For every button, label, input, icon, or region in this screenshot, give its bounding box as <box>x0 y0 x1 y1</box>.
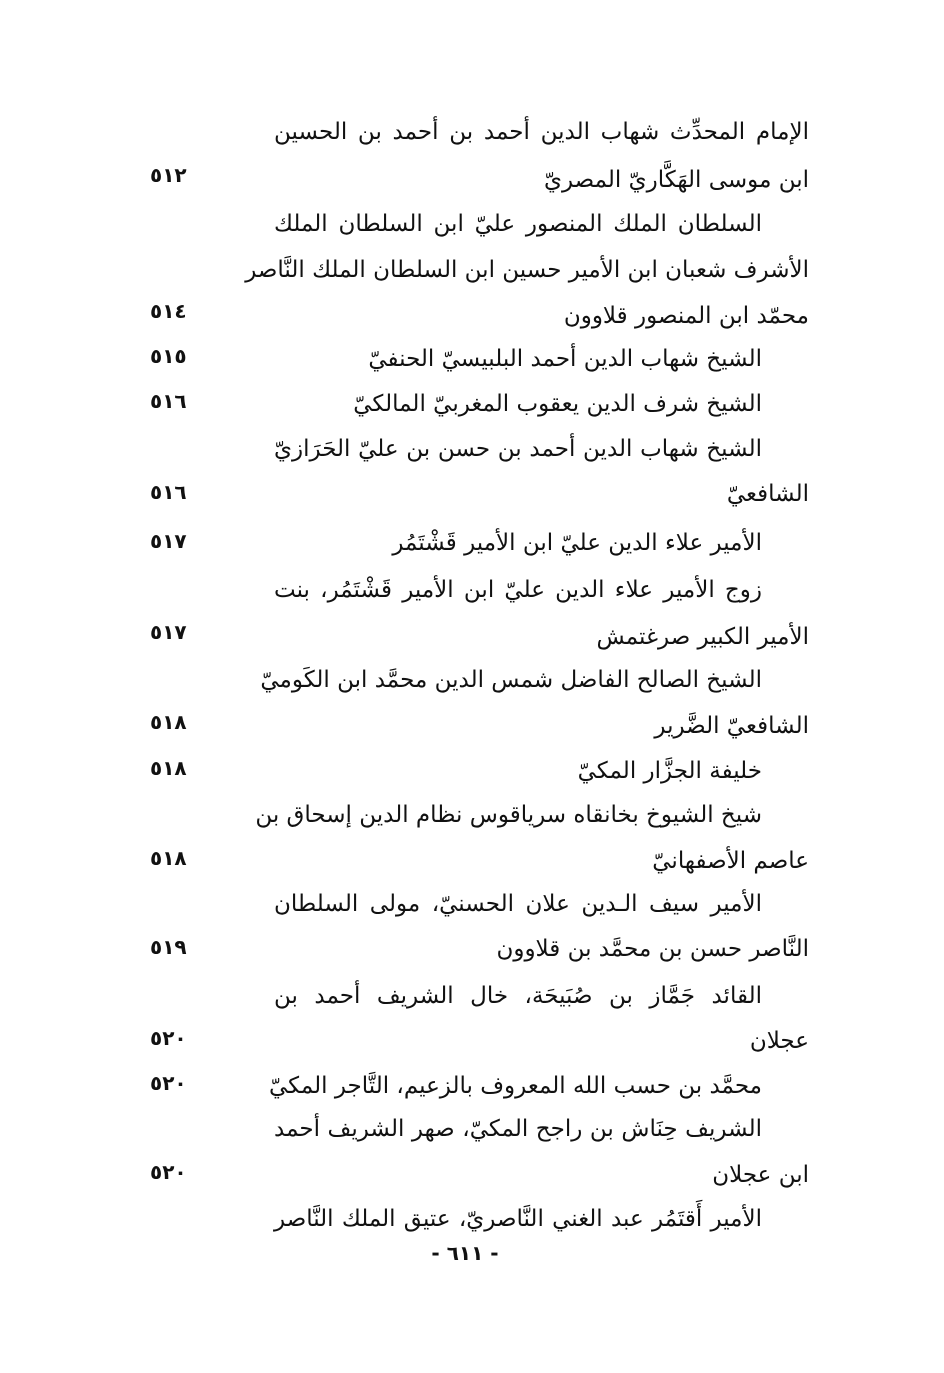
entry-line: الشيخ شرف الدين يعقوب المغربيّ المالكيّ <box>353 391 762 417</box>
entry-line: القائد جَمَّاز بن صُبَيحَة، خال الشريف أحمد بن <box>274 983 762 1009</box>
entry-line: النَّاصر حسن بن محمَّد بن قلاوون <box>496 936 809 962</box>
entry-line: الأمير علاء الدين عليّ ابن الأمير قَشْتَمُر <box>392 530 762 556</box>
entry-line: زوج الأمير علاء الدين عليّ ابن الأمير قَشْتَمُر، بنت <box>274 577 762 603</box>
page-reference: ٥٢٠ <box>150 1026 187 1050</box>
page-reference: ٥١٧ <box>150 620 187 644</box>
entry-line: الإمام المحدِّث شهاب الدين أحمد بن أحمد بن الحسين <box>274 119 809 145</box>
entry-line: محمّد ابن المنصور قلاوون <box>563 303 809 329</box>
folio-page-number: - ٦١١ - <box>431 1241 499 1265</box>
page-reference: ٥١٨ <box>150 846 187 870</box>
entry-line: خليفة الجزَّار المكيّ <box>577 758 762 784</box>
page-reference: ٥١٨ <box>150 710 187 734</box>
page-reference: ٥١٦ <box>150 389 187 413</box>
page-reference: ٥١٩ <box>150 935 187 959</box>
page-reference: ٥١٧ <box>150 529 187 553</box>
page-reference: ٥٢٠ <box>150 1160 187 1184</box>
entry-line: الأمير سيف الـدين علان الحسنيّ، مولى السلطان <box>274 891 762 917</box>
entry-line: محمَّد بن حسب الله المعروف بالزعيم، التَّاجر المكيّ <box>268 1073 762 1099</box>
entry-line: الشريف حِنَاش بن راجح المكيّ، صهر الشريف أحمد <box>274 1116 762 1142</box>
entry-line: الشيخ شهاب الدين أحمد البلبيسيّ الحنفيّ <box>368 346 762 372</box>
entry-line: شيخ الشيوخ بخانقاه سرياقوس نظام الدين إسحاق بن <box>255 802 762 828</box>
entry-line: الشافعيّ <box>726 481 809 507</box>
entry-line: الأمير الكبير صرغتمش <box>596 624 809 650</box>
entry-line: الأشرف شعبان ابن الأمير حسين ابن السلطان الملك النَّاصر <box>245 257 809 283</box>
page-reference: ٥١٤ <box>150 299 187 323</box>
entry-line: ابن موسى الهَكَّاريّ المصريّ <box>543 167 809 193</box>
entry-line: السلطان الملك المنصور عليّ ابن السلطان الملك <box>274 211 762 237</box>
entry-line: الشافعيّ الضَّرير <box>654 713 809 739</box>
entry-line: الأمير أَقتَمُر عبد الغني النَّاصريّ، عتيق الملك النَّاصر <box>274 1206 762 1232</box>
page-reference: ٥١٢ <box>150 163 187 187</box>
page-reference: ٥٢٠ <box>150 1071 187 1095</box>
page-reference: ٥١٨ <box>150 756 187 780</box>
page-reference: ٥١٥ <box>150 344 187 368</box>
entry-line: الشيخ الصالح الفاضل شمس الدين محمَّد ابن الكَوميّ <box>260 667 762 693</box>
page-reference: ٥١٦ <box>150 480 187 504</box>
entry-line: عاصم الأصفهانيّ <box>652 848 809 874</box>
entry-line: الشيخ شهاب الدين أحمد بن حسن بن عليّ الحَرَازيّ <box>274 436 762 462</box>
entry-line: ابن عجلان <box>712 1162 809 1188</box>
entry-line: عجلان <box>749 1028 809 1054</box>
